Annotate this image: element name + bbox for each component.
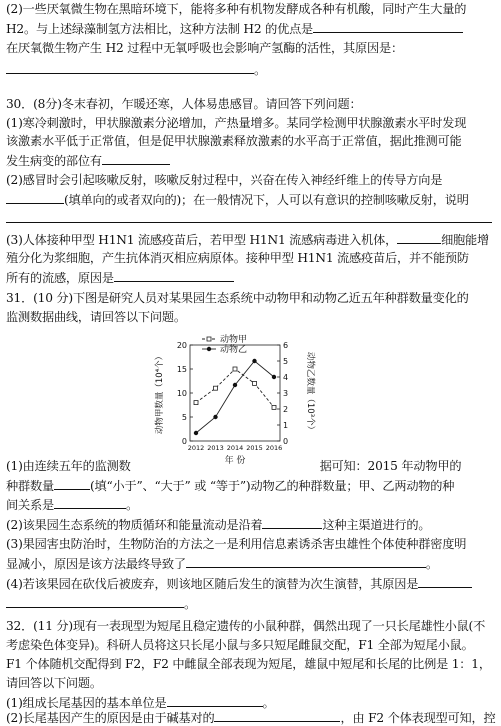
data-point [233, 367, 237, 371]
text-line: 在厌氧微生物产生 H2 过程中无氧呼吸也会影响产氢酶的活性，其原因是： [6, 41, 403, 55]
text-line: (4)若该果园在砍伐后被废弃，则该地区随后发生的演替为次生演替，其原因是 [6, 576, 472, 592]
text-line: 间关系是 。 [6, 498, 138, 512]
question-title: 30．(8分)冬末春初，乍暖还寒，人体易患感冒。请回答下列问题： [6, 97, 362, 111]
left-tick-label: 5 [181, 413, 187, 422]
x-tick-label: 2012 [187, 444, 205, 452]
text-line: (2)长尾基因产生的原因是由于碱基对的 ，由 F2 个体表现型可知，控 [6, 711, 496, 725]
data-point [252, 359, 256, 363]
text-line: 监测数据曲线，请回答以下问题。 [6, 310, 186, 324]
x-tick-label: 2015 [246, 444, 263, 452]
right-tick-label: 6 [283, 341, 289, 350]
left-tick-label: 20 [176, 341, 187, 350]
right-tick-label: 4 [283, 373, 289, 382]
data-point [233, 383, 237, 387]
left-tick-label: 15 [176, 365, 187, 374]
series-line [196, 369, 274, 407]
data-point [213, 415, 217, 419]
text-line: 。 [6, 596, 196, 612]
right-tick-label: 1 [283, 421, 289, 430]
data-point [272, 405, 276, 409]
question-title: 32．(11 分)现有一表现型为短尾且稳定遗传的小鼠种群，偶然出现了一只长尾雄性小鼠(不 [6, 619, 486, 633]
text-line: 殖分化为浆细胞，产生抗体消灭相应病原体。接种甲型 H1N1 流感疫苗后，并不能预防 [6, 251, 469, 265]
left-tick-label: 0 [181, 437, 187, 446]
text-line: 种群数量 (填“小于”、“大于” 或 “等于”)动物乙的种群数量；甲、乙两动物的种 [6, 479, 455, 493]
text-line: 。 [6, 62, 266, 78]
text-line: 显减小，原因是该方法最终导致了 。 [6, 557, 438, 571]
data-point [214, 386, 218, 390]
x-tick-label: 2014 [226, 444, 244, 452]
right-tick-label: 2 [283, 405, 289, 414]
text-line: (2)感冒时会引起咳嗽反射，咳嗽反射过程中，兴奋在传入神经纤维上的传导方向是 [6, 173, 443, 187]
population-line-chart [150, 333, 320, 469]
text-line: (3)果园害虫防治时，生物防治的方法之一是利用信息素诱杀害虫雄性个体使种群密度明 [6, 537, 467, 551]
text-line: 该激素水平低于正常值，但是促甲状腺激素释放激素的水平高于正常值，据此推测可能 [6, 134, 462, 148]
x-tick-label: 2013 [207, 444, 224, 452]
text-line: (2)一些厌氧微生物在黑暗环境下，能将多种有机物发酵成各种有机酸，同时产生大量的 [6, 2, 467, 16]
data-point [194, 431, 198, 435]
text-line: (1)寒冷刺激时，甲状腺激素分泌增加，产热量增多。某同学检测甲状腺激素水平时发现 [6, 116, 467, 130]
text-line: 所有的流感，原因是 [6, 270, 234, 286]
text-line: 发生病变的部位有 [6, 153, 170, 169]
legend-marker [207, 347, 211, 351]
text-line [6, 211, 492, 227]
left-axis-label: 动物甲数量（10⁴个） [155, 351, 165, 435]
right-tick-label: 3 [283, 389, 289, 398]
left-tick-label: 10 [176, 389, 187, 398]
text-line: F1 个体随机交配得到 F2，F2 中雌鼠全部表现为短尾，雄鼠中短尾和长尾的比例是 1：1， [6, 657, 491, 671]
text-line: H2。与上述绿藻制氢方法相比，这种方法制 H2 的优点是 [6, 21, 463, 37]
right-tick-label: 0 [283, 437, 289, 446]
legend-label: 动物乙 [220, 345, 248, 355]
right-tick-label: 5 [283, 357, 289, 366]
series-line [196, 361, 274, 433]
legend-label: 动物甲 [220, 335, 248, 345]
data-point [194, 401, 198, 405]
right-axis-label: 动物乙数量（10³个） [305, 351, 315, 435]
data-point [272, 375, 276, 379]
data-point [253, 381, 257, 385]
text-line: 考虑染色体变异)。科研人员将这只长尾小鼠与多只短尾雌鼠交配，F1 全部为短尾小鼠。 [6, 638, 474, 652]
x-axis-label: 年 份 [224, 456, 246, 466]
text-line: 请回答以下问题。 [6, 676, 102, 690]
question-title: 31．(10 分)下图是研究人员对某果园生态系统中动物甲和动物乙近五年种群数量变化的 [6, 291, 469, 305]
text-line: (填单向的或者双向的)；在一般情况下，人可以有意识的控制咳嗽反射，说明 [6, 192, 469, 208]
text-line: (2)该果园生态系统的物质循环和能量流动是沿着 这种主渠道进行的。 [6, 518, 431, 532]
text-line: (1)由连续五年的监测数 据可知：2015 年动物甲的 [6, 459, 462, 473]
text-line: (1)组成长尾基因的基本单位是 。 [6, 696, 275, 710]
x-tick-label: 2016 [265, 444, 283, 452]
legend-marker [207, 337, 211, 341]
text-line: (3)人体接种甲型 H1N1 流感疫苗后，若甲型 H1N1 流感病毒进入机体， 细胞能增 [6, 233, 490, 247]
